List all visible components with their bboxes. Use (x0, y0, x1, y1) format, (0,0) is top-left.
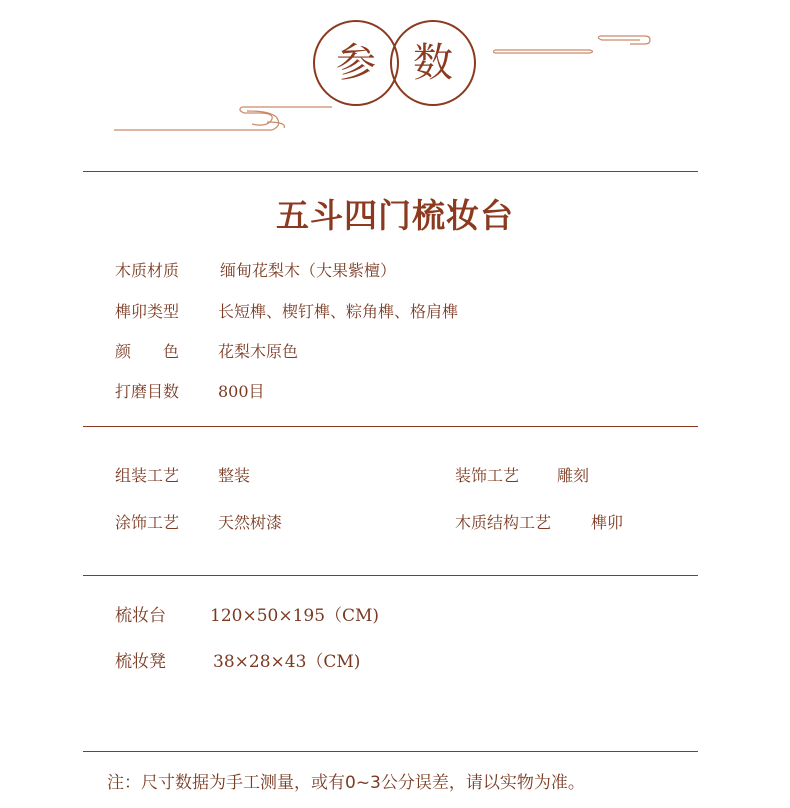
divider-after-crafts (83, 575, 698, 576)
divider-top (83, 171, 698, 172)
dimension-value-stool: 38×28×43（CM) (213, 652, 361, 672)
dimension-label-table: 梳妆台 (115, 606, 166, 626)
craft-value-assembly: 整装 (218, 466, 251, 485)
cloud-ornament-left-icon (112, 100, 337, 135)
craft-label-decoration: 装饰工艺 (455, 466, 520, 485)
header-char-left: 参 (336, 40, 376, 86)
craft-label-finish: 涂饰工艺 (115, 513, 180, 532)
header-circle-right (390, 20, 476, 106)
spec-value-joinery: 长短榫、楔钉榫、粽角榫、格肩榫 (218, 302, 459, 321)
spec-label-grit: 打磨目数 (115, 382, 180, 401)
divider-before-note (83, 751, 698, 752)
craft-value-finish: 天然树漆 (218, 513, 283, 532)
product-title: 五斗四门梳妆台 (276, 196, 514, 235)
spec-value-color: 花梨木原色 (218, 342, 299, 361)
dimension-value-table: 120×50×195（CM) (210, 606, 380, 626)
craft-value-decoration: 雕刻 (557, 466, 590, 485)
spec-label-joinery: 榫卯类型 (115, 302, 180, 321)
spec-label-color: 颜 色 (115, 342, 180, 361)
divider-after-specs (83, 426, 698, 427)
dimension-label-stool: 梳妆凳 (115, 652, 166, 672)
header-char-right: 数 (413, 40, 453, 86)
craft-value-structure: 榫卯 (591, 513, 624, 532)
spec-label-material: 木质材质 (115, 261, 180, 280)
craft-label-assembly: 组装工艺 (115, 466, 180, 485)
spec-value-material: 缅甸花梨木（大果紫檀） (220, 261, 397, 280)
craft-label-structure: 木质结构工艺 (455, 513, 552, 532)
header-circle-left (313, 20, 399, 106)
cloud-ornament-right-icon (490, 30, 655, 60)
spec-value-grit: 800目 (218, 382, 265, 401)
measurement-note: 注：尺寸数据为手工测量，或有0~3公分误差，请以实物为准。 (107, 773, 585, 793)
